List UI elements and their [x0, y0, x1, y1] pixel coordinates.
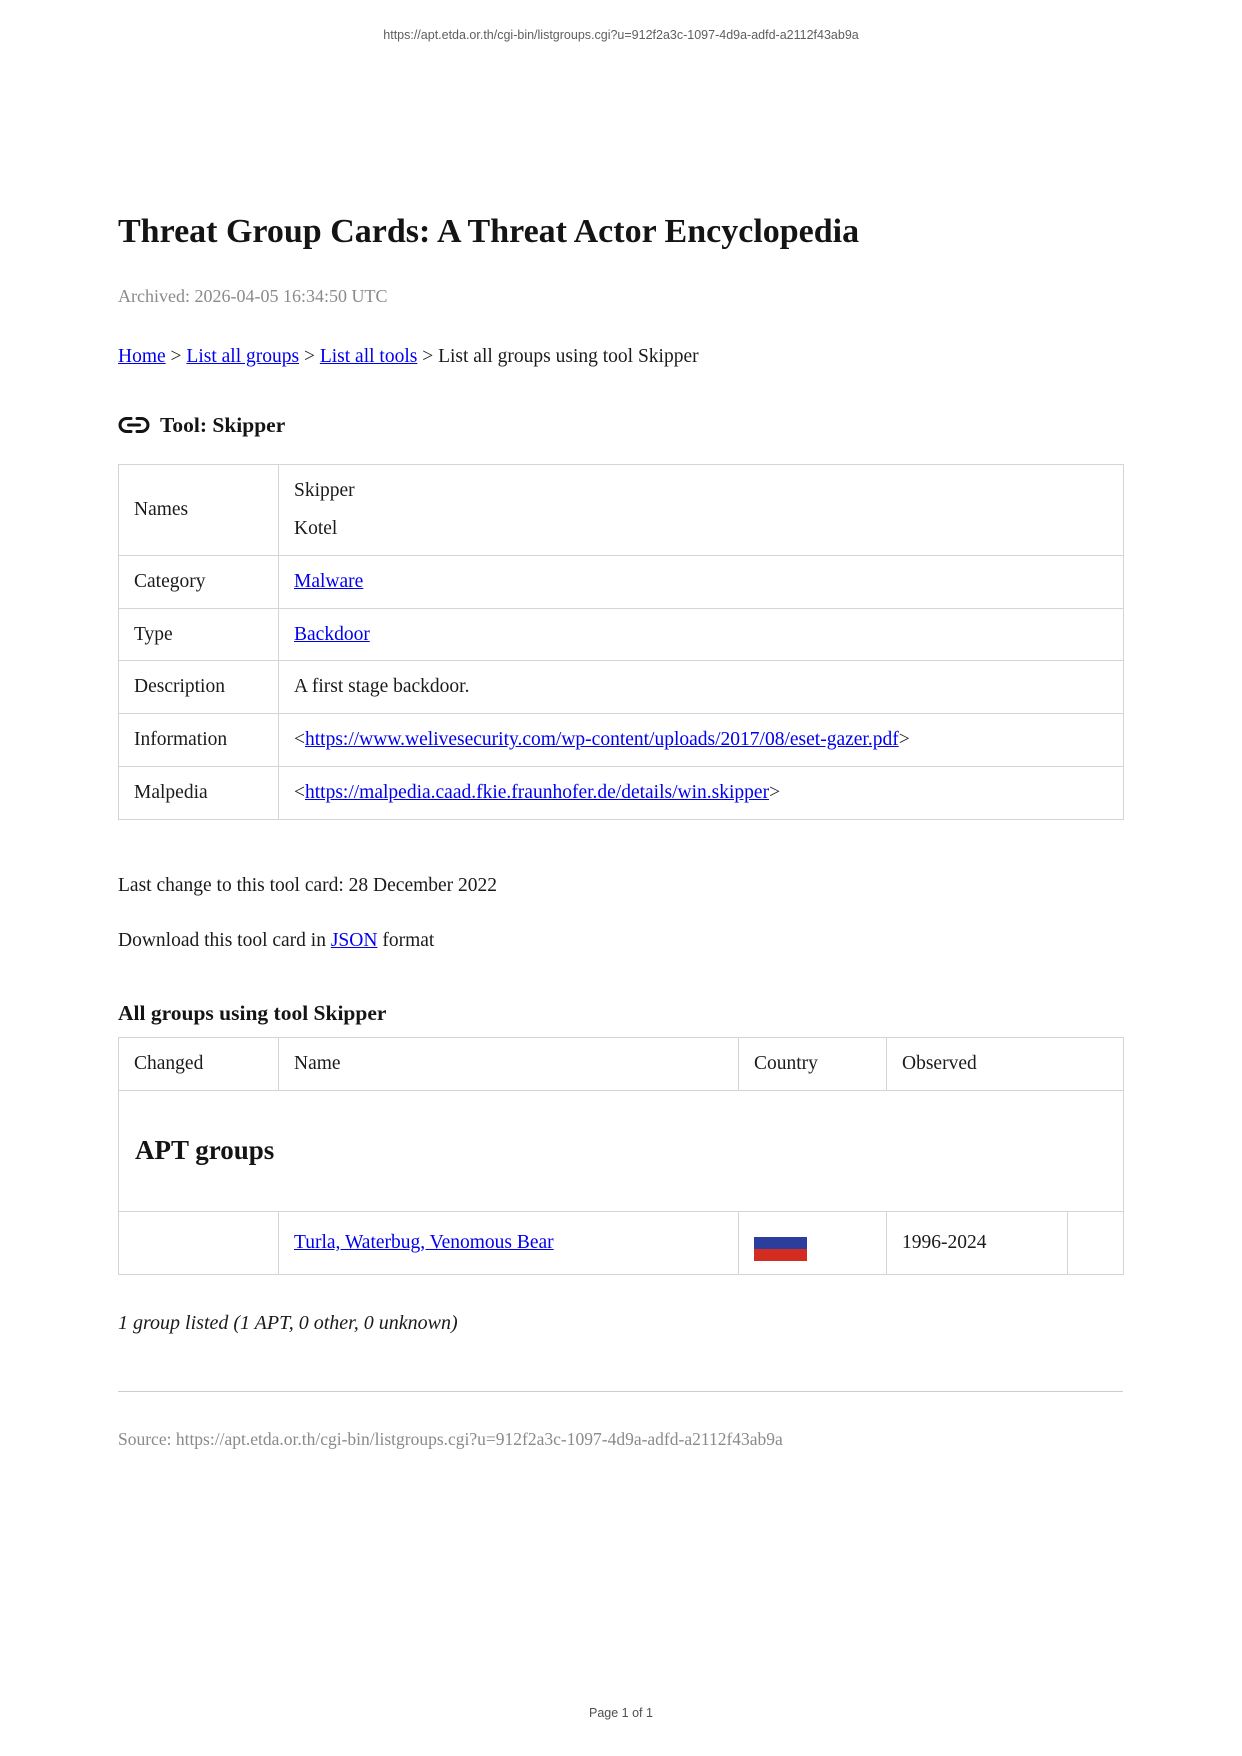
category-value	[279, 555, 1124, 608]
type-value	[279, 608, 1124, 661]
information-label: Information	[119, 714, 279, 767]
download-prefix: Download this tool card in	[118, 929, 331, 951]
type-label: Type	[119, 608, 279, 661]
tool-alias: Kotel	[294, 517, 338, 539]
groups-summary: 1 group listed (1 APT, 0 other, 0 unknown)	[118, 1311, 458, 1334]
bracket: <	[294, 782, 305, 804]
flag-stripe-red	[754, 1249, 807, 1261]
breadcrumb-link-list-all-groups[interactable]: List all groups	[186, 346, 300, 368]
page-content	[118, 0, 1123, 1450]
tool-heading	[118, 413, 1123, 438]
last-change-note: Last change to this tool card: 28 December 2022	[118, 875, 498, 897]
download-line	[118, 929, 1123, 952]
breadcrumb-current: List all groups using tool Skipper	[438, 346, 699, 368]
archived-timestamp: Archived: 2026-04-05 16:34:50 UTC	[118, 285, 388, 306]
groups-heading: All groups using tool Skipper	[118, 1001, 387, 1026]
group-link-turla[interactable]: Turla, Waterbug, Venomous Bear	[294, 1231, 554, 1253]
malpedia-label: Malpedia	[119, 767, 279, 820]
breadcrumb-link-list-all-tools[interactable]: List all tools	[319, 346, 418, 368]
table-row	[119, 714, 1124, 767]
apt-groups-section-cell	[119, 1090, 1124, 1211]
names-label: Names	[119, 464, 279, 555]
information-value	[279, 714, 1124, 767]
groups-table	[118, 1037, 1124, 1275]
column-header-changed: Changed	[119, 1037, 279, 1090]
bracket: >	[769, 782, 781, 804]
bracket: >	[898, 729, 910, 751]
group-extra-cell	[1068, 1211, 1124, 1274]
information-link[interactable]: https://www.welivesecurity.com/wp-content/uploads/2017/08/eset-gazer.pdf	[305, 729, 899, 751]
column-header-observed: Observed	[887, 1037, 1124, 1090]
bracket: <	[294, 729, 305, 751]
category-label: Category	[119, 555, 279, 608]
group-changed-cell	[119, 1211, 279, 1274]
table-row	[119, 661, 1124, 714]
malpedia-value	[279, 767, 1124, 820]
groups-header-row	[119, 1037, 1124, 1090]
section-row	[119, 1090, 1124, 1211]
footer-divider	[118, 1391, 1123, 1392]
column-header-country: Country	[739, 1037, 887, 1090]
page-number: Page 1 of 1	[589, 1706, 653, 1720]
page-title: Threat Group Cards: A Threat Actor Encyclopedia	[118, 213, 860, 250]
download-json-link[interactable]: JSON	[330, 929, 378, 951]
russia-flag-icon	[754, 1225, 807, 1261]
breadcrumb-link-home[interactable]: Home	[118, 346, 166, 368]
table-row	[119, 555, 1124, 608]
breadcrumb-separator: >	[422, 346, 434, 368]
group-country-cell	[739, 1211, 887, 1274]
table-row	[119, 767, 1124, 820]
breadcrumb-separator: >	[303, 346, 315, 368]
group-row	[119, 1211, 1124, 1274]
description-label: Description	[119, 661, 279, 714]
names-value	[279, 464, 1124, 555]
flag-stripe-white	[754, 1225, 807, 1237]
breadcrumb	[118, 345, 1123, 368]
source-line: Source: https://apt.etda.or.th/cgi-bin/listgroups.cgi?u=912f2a3c-1097-4d9a-adfd-a2112f43ab9a	[118, 1428, 783, 1449]
group-observed-cell: 1996-2024	[887, 1211, 1068, 1274]
apt-groups-section-title: APT groups	[135, 1134, 275, 1165]
breadcrumb-separator: >	[170, 346, 182, 368]
column-header-name: Name	[279, 1037, 739, 1090]
print-header-url: https://apt.etda.or.th/cgi-bin/listgroups.cgi?u=912f2a3c-1097-4d9a-adfd-a2112f43ab9a	[383, 28, 859, 42]
malpedia-link[interactable]: https://malpedia.caad.fkie.fraunhofer.de/details/win.skipper	[305, 782, 770, 804]
download-suffix: format	[377, 929, 435, 951]
flag-stripe-blue	[754, 1237, 807, 1249]
tool-name: Skipper	[294, 479, 355, 501]
category-link[interactable]: Malware	[294, 570, 364, 592]
tool-heading-label: Tool: Skipper	[160, 412, 286, 437]
tool-card-table	[118, 464, 1124, 820]
table-row	[119, 608, 1124, 661]
table-row	[119, 464, 1124, 555]
type-link[interactable]: Backdoor	[294, 623, 370, 645]
description-value: A first stage backdoor.	[279, 661, 1124, 714]
group-name-cell	[279, 1211, 739, 1274]
link-icon	[118, 414, 150, 436]
